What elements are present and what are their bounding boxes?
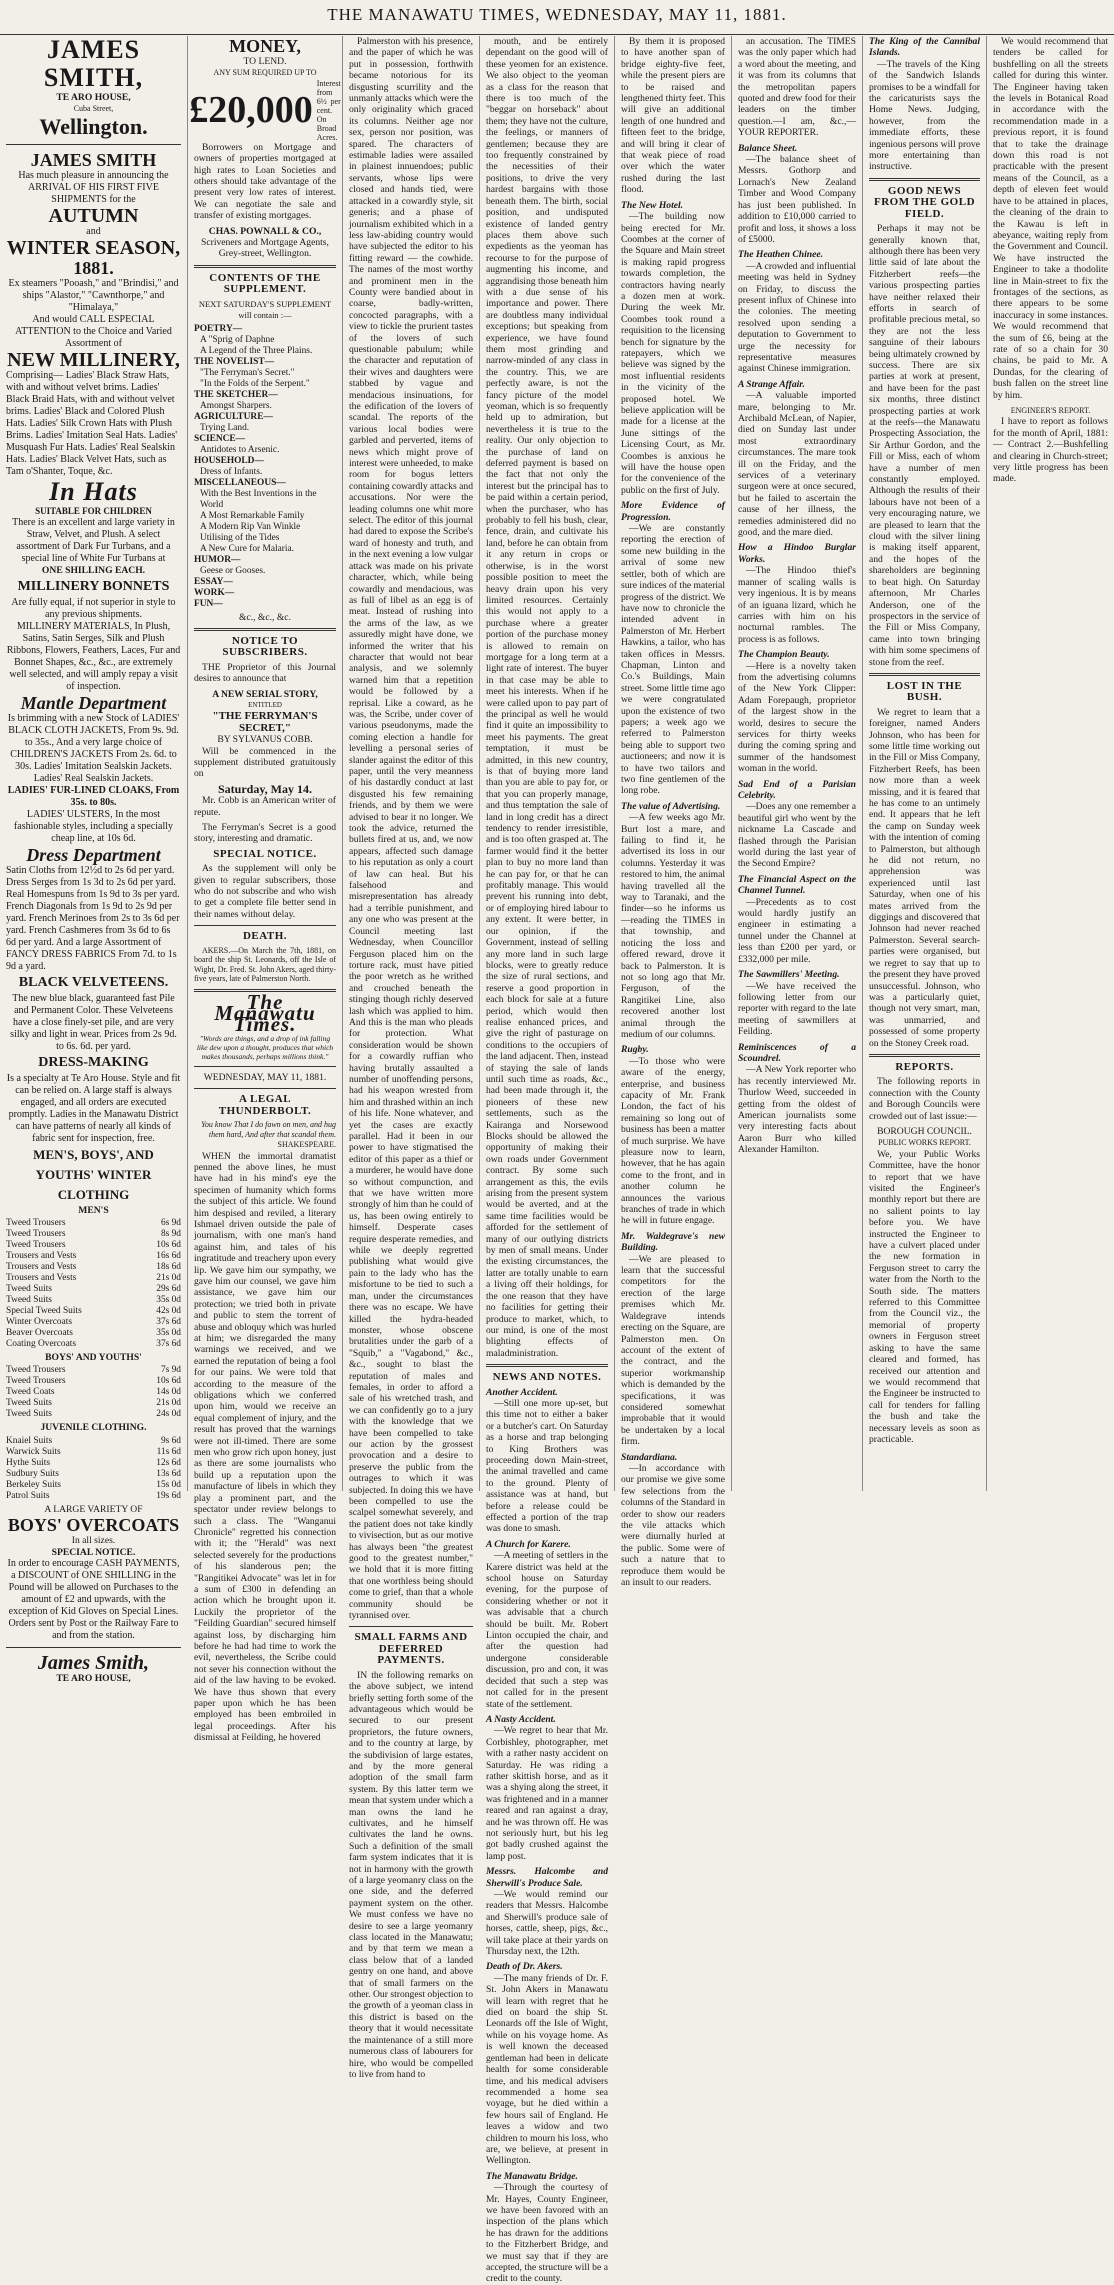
rugby-body: —To those who were aware of the energy, enterprise, and business capacity of Mr. Frank London, the fact of his remaining so long out of business has been a matter of much surprise. We have pleasure now to learn, however, that he has again come to the front, and in another column he announces the various branches of trade in which he will in future engage. xyxy=(621,1055,725,1227)
ad-dress-body: Satin Cloths from 12½d to 2s 6d per yard. Dress Serges from 1s 3d to 2s 6d per yard. Real Homespuns from 1s 9d to 3s per yard. French Diagonals from 1s 9d to 2s 9d per yard. French Merinoes from 2s to 3s 6d per yard. French Cashmeres from 3s 6d to 6s 6d per yard. And a large Assortment of FANCY DRESS FABRICS From 7d. to 1s 9d a yard. xyxy=(6,864,180,972)
price-row xyxy=(6,1447,181,1458)
contents-item: Dress of Infants. xyxy=(200,466,263,477)
price-item: Winter Overcoats xyxy=(6,1317,72,1328)
boys-price-list xyxy=(6,1365,181,1420)
price-item: Tweed Suits xyxy=(6,1284,52,1295)
hotel-heading: The New Hotel. xyxy=(621,199,684,211)
king-body: —The travels of the King of the Sandwich Islands promises to be a windfall for the caricaturists says the Home News. Judging, however, from the immediate efforts, these ingenious persons will prove more entertaining than instructive. xyxy=(869,58,980,173)
price-value: 19s 6d xyxy=(156,1490,181,1501)
divider xyxy=(869,1054,980,1057)
contents-item: THE SKETCHER— xyxy=(194,389,278,400)
sawmillers-heading: The Sawmillers' Meeting. xyxy=(738,969,840,981)
ad-footer-house: TE ARO HOUSE, xyxy=(56,1673,131,1685)
special-notice-heading: SPECIAL NOTICE. xyxy=(213,847,317,860)
divider xyxy=(6,144,181,145)
firm-name: CHAS. POWNALL & CO., xyxy=(208,225,322,237)
price-item: Tweed Trousers xyxy=(6,1365,66,1376)
price-item: Tweed Coats xyxy=(6,1387,55,1398)
evidence-heading: More Evidence of Progression. xyxy=(621,500,725,523)
public-works: PUBLIC WORKS REPORT. xyxy=(878,1138,971,1148)
reports-body: We, your Public Works Committee, have the honor to report that we have visited the Engineer's monthly report but there are no salient points to lay before you. We have instructed the Engineer to have a culvert placed under the new formation in Ferguson street to carry the water from the North to the South side. The matters referred to this Committee from the Council viz., the memorial of property owners in Ferguson street asking to have the same cleared and formed, has received our attention and we would recommend that the Engineer be instructed to call for tenders for falling the bush and take the necessary levels as soon as practicable. xyxy=(869,1148,980,1445)
ad-and: and xyxy=(86,225,101,237)
price-value: 18s 6d xyxy=(156,1262,181,1273)
motto: "Words are things, and a drop of ink falling like dew upon a thought, produces that which makes thousands, perhaps millions think." xyxy=(196,1033,334,1061)
next-supplement: NEXT SATURDAY'S SUPPLEMENT will contain :— xyxy=(198,298,332,321)
contents-item: Amongst Sharpers. xyxy=(200,400,272,411)
price-value: 37s 6d xyxy=(156,1339,181,1350)
contents-etc: &c., &c., &c. xyxy=(239,611,291,623)
evidence-body: —We are constantly reporting the erection of some new building in the arrival of some new settler, both of which are sure indices of the material progress of the district. We have now to chronicle the intended advent in Palmerston of Mr. Herbert Hawkins, a tailor, who has taken offices in Messrs. Chapman, Linton and Co.'s Buildings, Main street. Some little time ago we were congratulated upon the existence of two papers; a week ago we referred to Palmerston being able to support two auctioneers; and now it is to have two tailors and two fine gentlemen of the long robe. xyxy=(621,523,725,797)
contents-item: WORK— xyxy=(194,587,235,598)
any-sum: ANY SUM REQUIRED UP TO xyxy=(213,68,317,78)
price-value: 10s 6d xyxy=(156,1240,181,1251)
contents-item: With the Best Inventions in the World xyxy=(200,488,317,510)
ad-autumn: AUTUMN xyxy=(48,204,139,227)
price-row xyxy=(6,1229,181,1240)
price-item: Tweed Trousers xyxy=(6,1229,66,1240)
ad-in-sizes: In all sizes. xyxy=(71,1535,116,1547)
column-3 xyxy=(342,36,479,2080)
price-item: Special Tweed Suits xyxy=(6,1306,82,1317)
ad-bonnets: MILLINERY BONNETS xyxy=(17,578,170,594)
nasty-heading: A Nasty Accident. xyxy=(486,1713,556,1725)
price-value: 10s 6d xyxy=(156,1376,181,1387)
strange-heading: A Strange Affair. xyxy=(738,378,805,390)
small-farms-body: IN the following remarks on the above subject, we intend briefly setting forth some of the advantageous which would be secured to our present proprietors, the future owners, and to the country at large, by the subdivision of large estates, and by the more general adoption of the small farm system. By this latter term we mean that system under which a man owns the land he cultivates, and he himself cultivates the land he owns. Such a definition of the small farm system indicates that it is not in harmony with the growth of a large yeomanry class on the one side, and the deferred payment system on the other. We must confess we have no desire to see a large yeomanry class located in the Manawatu; and by that term we mean a class below that of a landed gentry on one hand, and above that of small farmers on the other. Our strongest objection to the growth of a yeoman class in this district is based on the theory that it would necessitate the maintenance of a still more numerous class of labourers for hire, who would be compelled to live from hand to xyxy=(349,1669,473,2080)
price-row xyxy=(6,1295,181,1306)
price-item: Tweed Trousers xyxy=(6,1376,66,1387)
price-value: 21s 0d xyxy=(156,1273,181,1284)
ad-call: And would CALL ESPECIAL ATTENTION to the Choice and Varied Assortment of xyxy=(15,313,172,349)
ad-velveteens-body: The new blue black, guaranteed fast Pile and Permanent Color. These Velveteens have a close finely-set pile, and are very silky and light in wear. Prices from 2s 9d. to 6s. 6d. per yard. xyxy=(10,992,177,1052)
engineer-body: I have to report as follows for the month of April, 1881:— Contract 2.—Bushfelling and clearing in Church-street; very little progress has been made. xyxy=(993,416,1108,485)
price-row xyxy=(6,1251,181,1262)
ad-price-line: ONE SHILLING EACH. xyxy=(41,565,146,577)
price-value: 8s 9d xyxy=(160,1229,181,1240)
contents-item: THE NOVELIST— xyxy=(194,356,274,367)
ad-in-hats: In Hats xyxy=(49,476,138,506)
divider xyxy=(194,265,336,268)
ad-ulsters: LADIES' ULSTERS, In the most fashionable styles, including a specially cheap line, at 10s 6d. xyxy=(13,808,174,844)
ad-name: JAMES SMITH, xyxy=(43,35,144,92)
king-heading: The King of the Cannibal Islands. xyxy=(869,36,980,59)
contents-item: AGRICULTURE— xyxy=(194,411,273,422)
price-item: Tweed Trousers xyxy=(6,1240,66,1251)
gold-body: Perhaps it may not be generally known that, although there has been very little said of late about the Fitzherbert reefs—the various prospecting parties have neither relaxed their efforts in search of profitable precious metal, so they are not the less sanguine of their labours being ultimately crowned by success. There are six parties at work at present, and have been for the past six months, three distinct prospecting parties at work at the reefs—the Manawatu Prospecting Association, the Sir Arthur Gordon, and the Fill or Miss, each of whom have a number of men constantly employed. Although the results of their labours have not been of a very encouraging nature, we are pleased to learn that the cloud with the silver lining is making itself apparent, and the hopes of the shareholders are beginning to beat high. On Saturday afternoon, Mr Charles Anderson, one of the prospectors in the service of the Fill or Miss Company, came into town bringing with him some specimens of stone from the reef. xyxy=(869,223,980,668)
notice-heading: NOTICE TO SUBSCRIBERS. xyxy=(222,634,308,659)
ad-house: TE ARO HOUSE, xyxy=(56,92,131,103)
contents-item: Utilising of the Tides xyxy=(200,532,280,543)
bridge-body: —Through the courtesy of Mr. Hayes, County Engineer, we have been favored with an inspection of the plans which he has drawn for the additions to the Fitzherbert Bridge, and we must say that if they are accepted, the structure will be a credit to the county. xyxy=(486,2182,608,2285)
contents-heading: CONTENTS OF THE SUPPLEMENT. xyxy=(209,271,321,296)
bridge-body-cont: By them it is proposed to have another span of bridge eighty-five feet, while the present piers are to be raised and lengthened thirty feet. This will give an additional length of one hundred and fifteen feet to the bridge, and will bring it clear of that weak piece of road over which the water rushed during the last flood. xyxy=(621,36,725,196)
contents-item: A Most Remarkable Family xyxy=(200,510,305,521)
gold-heading: GOOD NEWS FROM THE GOLD FIELD. xyxy=(873,184,976,220)
price-item: Trousers and Vests xyxy=(6,1273,77,1284)
contents-item: "The Ferryman's Secret." xyxy=(200,367,295,378)
chinee-body: —A crowded and influential meeting was held in Sydney on Friday, to discuss the present influx of Chinese into the colonies. The meeting resolved upon sending a deputation to Government to urge the necessity for representative measures against Chinese immigration. xyxy=(738,260,856,375)
mens-price-list xyxy=(6,1218,181,1350)
price-value: 21s 0d xyxy=(156,1398,181,1409)
contents-list xyxy=(194,324,336,610)
price-row xyxy=(6,1398,181,1409)
reporter-letter-cont: an accusation. The TIMES was the only paper which had a word about the meeting, and it was from its columns that the metropolitan papers quoted and drew food for their leaders on the timber question.—I am, &c.,—YOUR REPORTER. xyxy=(738,36,856,139)
reminiscences-heading: Reminiscences of a Scoundrel. xyxy=(738,1041,856,1064)
cobb-note: Mr. Cobb is an American writer of repute. xyxy=(194,795,336,818)
death-akers-heading: Death of Dr. Akers. xyxy=(486,1961,563,1973)
ad-dress: Dress Department xyxy=(26,844,161,865)
entitled: ENTITLED xyxy=(248,700,282,709)
balance-body: —The balance sheet of Messrs. Gothorp and Lornach's New Zealand Timber and Wood Company has just been published. In addition to £10,000 carried to profit and loss, it shows a loss of £5000. xyxy=(738,154,856,245)
contents-item: Geese or Gooses. xyxy=(200,565,266,576)
ad-juvenile: JUVENILE CLOTHING. xyxy=(40,1422,147,1434)
sad-end-heading: Sad End of a Parisian Celebrity. xyxy=(738,778,856,801)
ad-year: 1881. xyxy=(73,257,114,278)
price-item: Tweed Suits xyxy=(6,1409,52,1420)
column-2 xyxy=(187,36,342,1744)
paper-title: The Manawatu Times. xyxy=(214,989,316,1037)
ad-overcoats: BOYS' OVERCOATS xyxy=(7,1515,180,1536)
distributed: Will be commenced in the supplement distributed gratuitously on xyxy=(194,745,336,780)
accident-heading: Another Accident. xyxy=(486,1386,558,1398)
contents-item: A Modern Rip Van Winkle xyxy=(200,521,301,532)
column-8 xyxy=(986,36,1114,1491)
price-item: Tweed Suits xyxy=(6,1295,52,1306)
ad-footer-name: James Smith, xyxy=(37,1652,150,1675)
story-date: Saturday, May 14. xyxy=(217,781,312,796)
cost-note: The Ferryman's Secret is a good story, interesting and dramatic. xyxy=(194,822,336,845)
burglar-body: —The Hindoo thief's manner of scaling walls is very ingenious. It is by means of an iguana lizard, which he carries with him on his nocturnal rambles. The process is as follows. xyxy=(738,565,856,645)
legal-body-cont: Palmerston with his presence, and the paper of which he was put in possession, forthwith became notorious for its disgusting scurrility and the unmanly attacks which were the only originality which graced its columns. Neither age nor sex, person nor position, was spared. The characters of estimable ladies were assailed in plainest innuendoes; public servants, whose lips were closed and hands tied, were attacked in a cowardly style, sit generis; and a phase of journalism exhibited which in a less law-abiding country would have subjected the editor to his fitting reward — the cowhide. The names of the most worthy and prominent men in the County were bandied about in coarse, badly-written, concocted paragraphs, with a view to tickle the prurient tastes of the lovers of such questionable pabulum; while the character and reputation of their wives and daughters were stabbed by vague and mendacious insinuations, for the edification of the lovers of scandal. The reports of the various local bodies were garbled and perverted, items of news which might prove of interest were unheeded, to make room for bogus letters containing cowardly attacks and accusations. Nor were the leading columns one whit more select. The editor of this journal had dared to expose the Scribe's ward of honesty and truth, and in the next evening a low vulgar attack was made on his private character, which, while being cowardly and mendacious, was as full of libel as an egg is of meat. Instead of rushing into the arms of the law, as we assuredly might have done, we informed the writer that his character that would not bear analysis, and we solemnly warned him that a repetition would be followed by a reprisal. Like a coward, as he was, the Scribe, under cover of various pseudonyms, made the coming election a handle for levelling a personal series of slander against the editor of this paper, until the very meanness of his dastardly conduct at last disgusted his few remaining friends, and by them we were advised to bear it no longer. We took the advice, returned the bullets fired at us, and, we now appears, affected such damage to his reputation as only a court of law can heal. But his falsehood and misrepresentation has already had a terrible punishment, and any one who was present at the Council meeting last Wednesday, when Councillor Ferguson placed him on the torture rack, must have pitied the poor wretch as he writhed and crouched beneath the stinging though richly deserved lash which was applied to him. And this is the man who pleads for protection. What consideration would be shown for a cowardly ruffian who having brutally assaulted a number of unoffending persons, had his weapon wrested from him and thrashed within an inch of his life. None whatever, and yet the cases are exactly parallel. Had it been in our power to have stigmatised the editor of this paper as a thief or a murderer, he would have done so without compunction, and that we have written more strongly of him than he could of us, has been owing entirely to himself. Desperate cases require desperate remedies, and while we deeply regretted publishing what would give pain to the lady who has the misfortune to be tied to such a man, under the circumstances there was no escape. We have killed the hydra-headed monster, whose obscene brutalities under the garb of a "Squib," a "Vagabond," &c., &c., sought to blast the reputation of males and females, in order to afford a sale of his wretched trash, and we can confidently go to a jury with the knowledge that we have been compelled to take our action by the grossest provocation and a desire to preserve the public from the outrages to which it was subjected. In doing this we have been compelled to use the scalpel somewhat severely, and the patient does not take kindly to vivisection, but as our motive has always been "the greatest good to the greatest number," we hold that it is more fitting that one worthless being should come to grief, than that a whole community should be tyrannised over. xyxy=(349,36,473,1622)
money-amount-row xyxy=(189,78,341,142)
borough-council: BOROUGH COUNCIL. xyxy=(877,1125,972,1137)
contents-item: HUMOR— xyxy=(194,554,241,565)
reminiscences-body: —A New York reporter who has recently interviewed Mr. Thurlow Weed, succeeded in getting from the oldest of American journalists some very interesting facts about Aaron Burr who killed Alexander Hamilton. xyxy=(738,1064,856,1156)
ad-clothing: MEN'S, BOYS', AND YOUTHS' WINTER CLOTHING xyxy=(33,1146,154,1202)
price-item: Sudbury Suits xyxy=(6,1468,59,1479)
news-heading: NEWS AND NOTES. xyxy=(492,1371,602,1384)
price-item: Warwick Suits xyxy=(6,1446,61,1457)
death-heading: DEATH. xyxy=(242,930,288,943)
price-value: 42s 0d xyxy=(156,1306,181,1317)
lost-heading: LOST IN THE BUSH. xyxy=(886,679,963,704)
divider xyxy=(869,673,980,676)
price-row xyxy=(6,1262,181,1273)
ad-special: SPECIAL NOTICE. xyxy=(51,1546,136,1558)
ad-cloaks: LADIES' FUR-LINED CLOAKS, From 35s. to 80s. xyxy=(7,784,180,808)
ad-winter: WINTER SEASON, xyxy=(6,236,181,259)
contents-item: ESSAY— xyxy=(194,576,233,587)
price-row xyxy=(6,1328,181,1339)
lost-body: We regret to learn that a foreigner, named Anders Johnson, who has been for some little time working out in the Fill or Miss Company, Fitzherbert Reefs, has been now more than a week missing, and it is feared that he has come to an untimely end. It appears that he left the camp on Sunday week with the intention of coming to Palmerston, but although he did not return, no apprehension was experienced until last Saturday, when one of his mates arrived from the diggings and discovered that Johnson had never reached Palmerston. Several search-parties were organised, but we regret to say that up to the present they have proved unsuccessful. Johnson, who was a particularly quiet, though not very smart, man, was unmarried, and possessed of some property on the Stoney Creek road. xyxy=(869,706,980,1049)
column-1-james-smith-ad xyxy=(0,35,187,1685)
juvenile-price-list xyxy=(6,1436,181,1502)
price-row xyxy=(6,1339,181,1350)
price-row xyxy=(6,1458,181,1469)
price-row xyxy=(6,1436,181,1447)
masthead: THE MANAWATU TIMES, WEDNESDAY, MAY 11, 1881. xyxy=(0,0,1114,35)
standard-heading: Standardiana. xyxy=(621,1451,678,1463)
contents-item: "In the Folds of the Serpent." xyxy=(200,378,310,389)
price-row xyxy=(6,1218,181,1229)
price-item: Trousers and Vests xyxy=(6,1251,77,1262)
column-6 xyxy=(731,36,862,1491)
price-value: 15s 0d xyxy=(156,1479,181,1490)
ad-boys: BOYS' AND YOUTHS' xyxy=(45,1352,142,1364)
money-interest: Interest from 6½ per cent. On Broad Acres. xyxy=(316,78,341,142)
contents-item: POETRY— xyxy=(194,323,243,334)
ad-mantle: Mantle Department xyxy=(20,692,167,713)
price-item: Hythe Suits xyxy=(6,1457,51,1468)
price-value: 13s 6d xyxy=(156,1468,181,1479)
strange-body: —A valuable imported mare, belonging to Mr. Archibald McLean, of Napier, died on Sunday last under most extraordinary circumstances. The mare took ill on the Friday, and the services of a veterinary surgeon were at once secured, but he failed to ascertain the cause of her illness, the remedies administered did no good, and the mare died. xyxy=(738,390,856,539)
money-amount: £20,000 xyxy=(189,89,313,132)
price-value: 14s 0d xyxy=(156,1387,181,1398)
legal-body: WHEN the immortal dramatist penned the above lines, he must have had in his mind's eye the specimen of humanity which forms the subject of this article. We found him despised and reviled, a literary Ishmael driven outside the pale of journalism, with one man's hand against him, and tales of his ingratitude and treachery upon every lip. We gave him our sympathy, we gave him our counsel, we gave him assistance, we gave him our protection; we tried both in private and public to stem the torrent of abuse and obloquy which was hurled at him; we disregarded the many warnings we received, and we earned the reputation of being a fool for our pains. We were told that according to the measure of the obligations which we conferred upon him, would we receive an equal complement of injury, and the result has proved that the warnings were not ill-timed. There are some men who grow rich upon honey, just as there are some journalists who build up a reputation upon the manufacture of libels in which they play a prominent part, and the spectator under review belongs to such a class. The "Wanganui Chronicle" regretted his connection with it; the "Herald" was next selected severely for the productions of his slanderous pen; the "Rangitikei Advocate" was let in for a sum of £300 in defending an action which he brought upon it. Luckily the proprietor of the "Feilding Guardian" secured himself against loss, by discharging him before he had had time to work the evil, nevertheless, the Scribe could not sever his connection without the aid of the law having to be evoked. We have thus shown that every paper upon which he has been employed has been embroiled in legal proceedings. After his dismissal at Feilding, he hovered xyxy=(194,1150,337,1744)
burglar-heading: How a Hindoo Burglar Works. xyxy=(738,542,856,565)
ad-materials: MILLINERY MATERIALS, In Plush, Satins, Satin Serges, Silk and Plush Ribbons, Flowers, Feathers, Laces, Fur and Bonnet Shapes, &c., &c., are extremely well selected, and will amply repay a visit of inspection. xyxy=(6,620,181,692)
death-notice: AKERS.—On March the 7th, 1881, on board the ship St. Leonards, off the Isle of Wight, Dr. Fred. St. John Akers, aged thirty-five years, late of Palmerston North. xyxy=(194,945,336,984)
column-4 xyxy=(479,36,614,2285)
serial-heading: A NEW SERIAL STORY, xyxy=(212,688,318,700)
reports-body-cont: We would recommend that tenders be called for bushfelling on all the streets called for during this winter. The Engineer having taken the levels in Botanical Road in accordance with the recommendation made in a previous report, it is found that to take the drainage down this road is not practicable with the present means of the Council, as a depth of eleven feet would have to be attained in places, the cleaning of the drain to the Kawau is left in abeyance, waiting reply from the Government and Council. We have instructed the Engineer to take a thodolite line in Main-street to fix the frontages of the sections, as there appears to be some inaccuracy in some instances. We would recommend that the sum of £6, being at the rate of so a chain for 30 chains, be paid to Mr. A Dundas, for the clearing of bush fallen on the street line by him. xyxy=(993,36,1108,401)
contents-item: Antidotes to Arsenic. xyxy=(200,444,280,455)
small-farms-heading: SMALL FARMS AND DEFERRED PAYMENTS. xyxy=(354,1631,468,1667)
price-item: Coating Overcoats xyxy=(6,1339,77,1350)
contents-item: MISCELLANEOUS— xyxy=(194,477,286,488)
price-value: 35s 0d xyxy=(156,1295,181,1306)
small-farms-body-cont: mouth, and be entirely dependant on the good will of these yeomen for an existence. We also object to the yeoman as a class for the reason that there is too much of the "beggar on horseback" about them; they have not the culture, the feelings, or manners of gentlemen; because they are too frequently constrained by the necessities of their positions, to drive the very hardest bargains with those beneath them. The birth, social position, and undisputed existence of landed gentry places them above such expedients as the yeoman has recourse to for the purpose of augmenting his income, and aggrandising those beneath him with a due sense of his importance and power. There are doubtless many individual exceptions; but speaking from experience, we have found them most grinding and narrow-minded of any class in the country. This, we are perfectly aware, is not the fancy picture of the model yeoman, which is so frequently held up to admiration, but nevertheless it is true to the reality. Our only objection to the purchase of land on deferred payment is based on the fact that not only the interest but the principal has to be paid within a certain period, when the purchaser, who has probably to fell his bush, clear, fence, drain, and cultivate his land, before he can obtain from it any return in crops or otherwise, is in the worst possible position to meet the heavy drain upon his very limited resources. Certainly this would not apply to a purchase where a greater portion of the purchase money is allowed to remain on mortgage for a long term at a light rate of interest. The buyer in that case may be able to meet his interests. When if he were called upon to pay part of the principal as well he would find it quite an impossibility to meet his payments. The great temptation, it must be admitted, in this new country, is that of buying more land than you are able to pay for, or that you can properly manage, and thus temptation the sale of land in long credit has a direct tendency to render irresistible, and is too often grasped at. The farmer would find it the better plan to buy no more land than he can pay for, or that he can profitably manage. This would prevent his running into debt, or of employing hired labour to any extent. It were better, in our opinion, if the Government, instead of selling any more land in such large blocks, were to greatly reduce the size of rural sections, and reserve a good proportion in each block for sale at a future period, which would then realise enhanced prices, and give the right of pasturage on conditions to the occupiers of the land adjacent. Then, instead of staying the sale of lands until such time as roads, &c., had been made through it, the pioneers of these new settlements, such as the Kairanga and Norsewood Blocks should be allowed the opportunity of making their own roads under Government contract. By some such arrangement as this, the evils arising from the present system would be averted, and at the same time facilities would be afforded for the settlement of many of our outlying districts by men of small means. Under the existing circumstances, the latter are totally unable to earn a living off their holdings, for the one reason that they have no facilities for getting their produce to market, which, to our mind, is one of the most blighting effects of maladministration. xyxy=(486,36,608,1359)
divider xyxy=(194,1088,336,1089)
contents-item: A Legend of the Three Plains. xyxy=(200,345,313,356)
ad-millinery-heading: NEW MILLINERY, xyxy=(7,348,180,371)
legal-quote: You know That I do fawn on men, and hug them hard, And after that scandal them. xyxy=(201,1120,336,1139)
divider xyxy=(194,925,336,926)
price-row xyxy=(6,1491,181,1502)
legal-heading: A LEGAL THUNDERBOLT. xyxy=(218,1093,312,1117)
ad-intro: Has much pleasure in announcing the ARRIVAL OF HIS FIRST FIVE SHIPMENTS for the xyxy=(18,169,169,205)
price-value: 37s 6d xyxy=(156,1317,181,1328)
ad-dressmaking: DRESS-MAKING xyxy=(38,1054,149,1070)
contents-item: FUN— xyxy=(194,598,223,609)
price-row xyxy=(6,1365,181,1376)
price-row xyxy=(6,1480,181,1491)
firm-line: Scriveners and Mortgage Agents, Grey-street, Wellington. xyxy=(201,237,329,260)
notice-body: THE Proprietor of this Journal desires to announce that xyxy=(194,661,336,685)
price-value: 16s 6d xyxy=(156,1251,181,1262)
ad-steamers: Ex steamers "Pooash," and "Brindisi," and ships "Alastor," "Cawnthorpe," and "Himalaya," xyxy=(8,277,179,313)
beauty-body: —Here is a novelty taken from the advertising columns of the New York Clipper: Adam Forepaugh, proprietor of the largest show in the world, desires to secure the services for thirty weeks during the coming spring and summer of the handsomest woman in the world. xyxy=(738,660,856,775)
hotel-body: —The building now being erected for Mr. Coombes at the corner of the Square and Main street is making rapid progress towards completion, the contractors having nearly a dozen men at work. During the week Mr. Coombes took round a requisition to the licensing bench for signature by the ratepayers, which we believe was signed by the most influential residents in the vicinity of the proposed hotel. We believe application will be made for a license at the June sittings of the Licensing Court, as Mr. Coombes is anxious he will have the house open for the convenience of the public on the first of July. xyxy=(621,211,725,496)
price-item: Knaiel Suits xyxy=(6,1435,53,1446)
price-row xyxy=(6,1240,181,1251)
story-title: "THE FERRYMAN'S SECRET," xyxy=(212,710,318,734)
ad-dressmaking-body: Is a specialty at Te Aro House. Style and fit can be relied on. A large staff is always engaged, and all orders are executed promptly. Ladies in the Manawatu District can have patterns of nearly all kinds of fabric sent for inspection, free. xyxy=(6,1072,181,1144)
contents-item: A New Cure for Malaria. xyxy=(200,543,294,554)
price-item: Beaver Overcoats xyxy=(6,1328,73,1339)
ad-bonnets-body: Are fully equal, if not superior in style to any previous shipments. xyxy=(11,596,176,620)
money-body: Borrowers on Mortgage and owners of properties mortgaged at high rates to Loan Societies and others should take advantage of the present very low rates of interest. We can negotiate the sale and transfer of existing mortgages. xyxy=(194,141,336,222)
price-item: Tweed Trousers xyxy=(6,1218,66,1229)
price-value: 24s 0d xyxy=(156,1409,181,1420)
price-row xyxy=(6,1469,181,1480)
church-body: —A meeting of settlers in the Karere district was held at the school house on Saturday evening, for the purpose of considering whether or not it was advisable that a church should be built. Mr. Robert Linton occupied the chair, and after the question had undergone considerable discussion, pro and con, it was decided that such a step was not called for in the present state of the settlement. xyxy=(486,1550,608,1710)
price-value: 9s 6d xyxy=(160,1435,181,1446)
divider xyxy=(349,1626,473,1627)
financial-body: —Precedents as to cost would hardly justify an engineer in estimating a tunnel under the Channel at less than £200 per yard, or £332,000 per mile. xyxy=(738,896,856,965)
ad-children-body: There is an excellent and large variety in Straw, Velvet, and Plush. A select assortment of Dark Fur Turbans, and a special line of White Fur Turbans at xyxy=(12,517,175,565)
bridge-heading: The Manawatu Bridge. xyxy=(486,2170,578,2182)
money-heading: MONEY, xyxy=(229,36,301,56)
price-value: 29s 6d xyxy=(156,1284,181,1295)
price-row xyxy=(6,1317,181,1328)
balance-heading: Balance Sheet. xyxy=(738,142,798,154)
financial-heading: The Financial Aspect on the Channel Tunnel. xyxy=(738,873,856,897)
price-row xyxy=(6,1306,181,1317)
engineer-heading: ENGINEER'S REPORT. xyxy=(1010,406,1091,415)
price-item: Tweed Suits xyxy=(6,1398,52,1409)
price-value: 12s 6d xyxy=(156,1457,181,1468)
ad-street: Cuba Street, xyxy=(73,104,114,114)
church-heading: A Church for Karere. xyxy=(486,1538,571,1550)
advertising-heading: The value of Advertising. xyxy=(621,800,721,812)
price-item: Patrol Suits xyxy=(6,1490,50,1501)
ad-velveteens: BLACK VELVETEENS. xyxy=(18,974,169,990)
nasty-body: —We regret to hear that Mr. Corbishley, photographer, met with a rather nasty accident on Saturday. He was riding a rather skittish horse, and as it was a shying along the street, it was frightened and in a manner reared and ran against a dray, and he was thrown off. He was not seriously hurt, but his leg got badly crushed against the lamp post. xyxy=(486,1725,608,1862)
to-lend: TO LEND. xyxy=(243,56,287,67)
price-value: 7s 9d xyxy=(160,1365,181,1376)
divider xyxy=(6,1647,181,1648)
price-row xyxy=(6,1409,181,1420)
price-value: 35s 0d xyxy=(156,1328,181,1339)
beauty-heading: The Champion Beauty. xyxy=(738,649,830,661)
waldegrave-body: —We are pleased to learn that the successful competitors for the erection of the large premises which Mr. Waldegrave intends erecting on the Square, are Palmerston men. On account of the extent of the contract, and the superior workmanship which is demanded by the specifications, it was considered somewhat improbable that it would be undertaken by a local firm. xyxy=(621,1253,725,1448)
sad-end-body: —Does any one remember a beautiful girl who went by the nickname La Cascade and flashed through the Parisian world during the last year of the Second Empire? xyxy=(738,801,856,870)
accident-body: —Still one more up-set, but this time not to either a baker or a butcher's cart. On Saturday as a horse and trap belonging to King Brothers was proceeding down Main-street, the animal travelled and came to the ground. Plenty of assistance was at hand, but before a release could be effected a portion of the trap was done to smash. xyxy=(486,1397,608,1535)
price-item: Trousers and Vests xyxy=(6,1262,77,1273)
ad-variety: A LARGE VARIETY OF xyxy=(44,1503,143,1515)
price-row xyxy=(6,1387,181,1398)
price-row xyxy=(6,1376,181,1387)
death-akers-body: —The many friends of Dr. F. St. John Akers in Manawatu will learn with regret that he died on board the ship St. Leonards off the Isle of Wight, while on his voyage home. As is well known the deceased gentleman had been in delicate health for some considerable time, and his medical advisers recommended a home sea voyage, but he died within a few hours sail of England. He leaves a widow and two children to mourn his loss, who are, we believe, at present in Wellington. xyxy=(486,1972,608,2167)
messrs-body: —We would remind our readers that Messrs. Halcombe and Sherwill's produce sale of horses, cattle, sheep, pigs, &c., will take place at their yards on Thursday next, the 12th. xyxy=(486,1889,608,1958)
contents-item: SCIENCE— xyxy=(194,433,246,444)
price-value: 11s 6d xyxy=(156,1446,181,1457)
price-item: Berkeley Suits xyxy=(6,1479,61,1490)
divider xyxy=(194,1066,336,1067)
standard-body: —In accordance with our promise we give some few selections from the columns of the Standard in order to show our readers the vile attacks which were diurnally hurled at the public. Some were of such a nature that to reproduce them would be an insult to our readers. xyxy=(621,1462,725,1589)
divider xyxy=(194,628,336,631)
story-author: BY SYLVANUS COBB. xyxy=(217,734,313,746)
dateline: WEDNESDAY, MAY 11, 1881. xyxy=(203,1071,327,1083)
waldegrave-heading: Mr. Waldegrave's new Building. xyxy=(621,1230,725,1254)
advertising-body: —A few weeks ago Mr. Burt lost a mare, and failing to find it, he advertised its loss in our columns. Yesterday it was restored to him, the animal having travelled all the way to Taranaki, and the finder—so he informs us—reading the TIMES in that township, and noticing the loss and offered reward, drove it back to Palmerston. It is not so long ago that Mr. Ferguson, of the Rangitikei Line, also recovered another lost animal through the medium of our columns. xyxy=(621,812,725,1040)
divider xyxy=(486,1364,608,1367)
column-5 xyxy=(614,36,731,1589)
column-7 xyxy=(862,36,986,1491)
contents-item: A "Sprig of Daphne xyxy=(200,334,275,345)
contents-item: Trying Land. xyxy=(200,422,250,433)
chinee-heading: The Heathen Chinee. xyxy=(738,249,824,261)
price-row xyxy=(6,1273,181,1284)
legal-quote-source: SHAKESPEARE. xyxy=(277,1140,336,1150)
ad-millinery-body: Comprising— Ladies' Black Straw Hats, with and without velvet brims. Ladies' Black Braid Hats, with and without velvet brims. Ladies' Black and Colored Plush Hats. Ladies' Silk Crown Hats with Plush Brims. Ladies' Imitation Seal Hats. Ladies' Musquash Fur Hats. Ladies' Real Sealskin Hats. Ladies' Black Velvet Hats, such as Tam o'Shanter, Toque, &c. xyxy=(6,369,178,477)
sawmillers-body: —We have received the following letter from our reporter with regard to the late meeting of sawmillers at Feilding. xyxy=(738,980,856,1038)
price-row xyxy=(6,1284,181,1295)
reports-intro: The following reports in connection with the County and Borough Councils were crowded out of last issue:— xyxy=(869,1076,980,1122)
ad-children: SUITABLE FOR CHILDREN xyxy=(35,505,152,516)
price-value: 6s 9d xyxy=(160,1218,181,1229)
ad-city: Wellington. xyxy=(39,113,148,139)
ad-mens: MEN'S xyxy=(78,1204,109,1216)
reports-heading: REPORTS. xyxy=(895,1060,954,1073)
contents-item: HOUSEHOLD— xyxy=(194,455,264,466)
rugby-heading: Rugby. xyxy=(621,1044,649,1056)
ad-mantle-body: Is brimming with a new Stock of LADIES' BLACK CLOTH JACKETS, From 9s. 9d. to 35s., And a very large choice of CHILDREN'S JACKETS From 2s. 6d. to 30s. Ladies' Imitation Sealskin Jackets. Ladies' Real Sealskin Jackets. xyxy=(7,712,180,784)
divider xyxy=(869,178,980,181)
ad-special-body: In order to encourage CASH PAYMENTS, a DISCOUNT of ONE SHILLING in the Pound will be allowed on Purchases to the amount of £2 and upwards, with the exception of Kid Gloves on Special Lines. Orders sent by Post or the Railway Fare to and from the station. xyxy=(7,1558,180,1642)
messrs-heading: Messrs. Halcombe and Sherwill's Produce Sale. xyxy=(486,1866,608,1889)
ad-name-2: JAMES SMITH xyxy=(30,149,157,170)
special-notice-body: As the supplement will only be given to regular subscribers, those who do not subscribe and who wish to get a complete file better send in their names without delay. xyxy=(194,863,336,920)
